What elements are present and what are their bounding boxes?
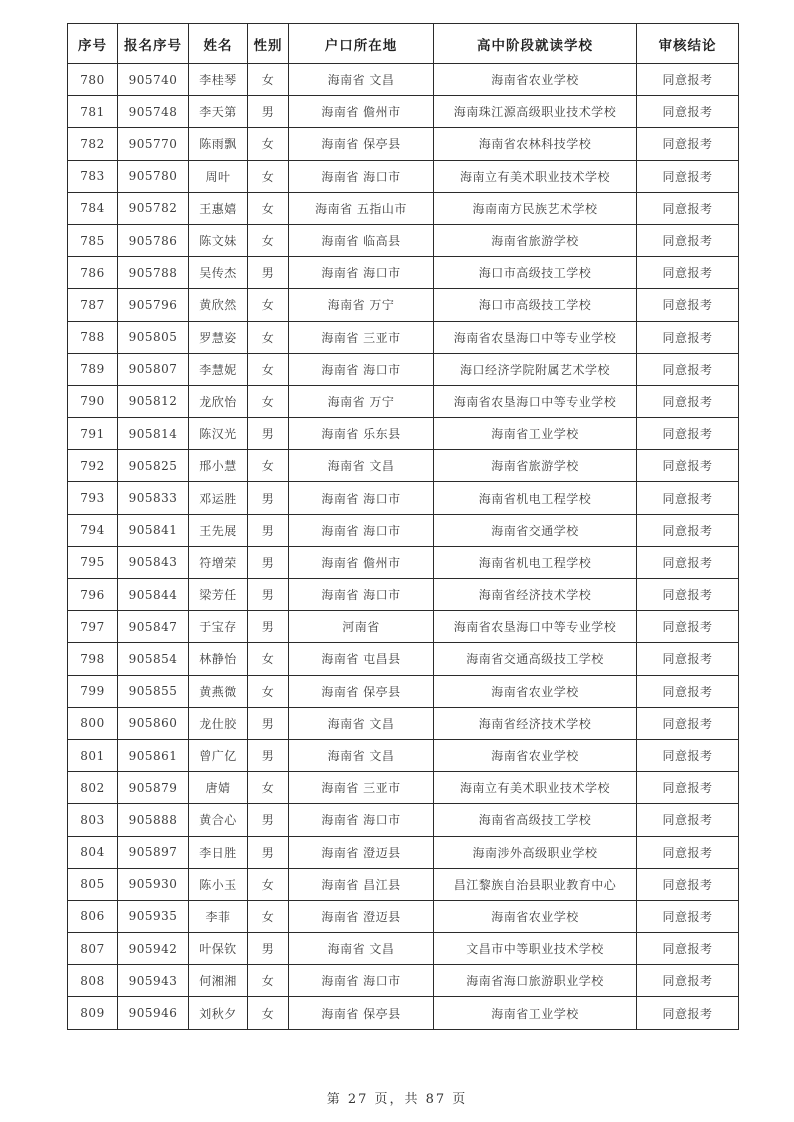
table-cell: 李慧妮 — [189, 353, 248, 385]
table-cell: 海南省 昌江县 — [289, 868, 434, 900]
table-cell: 海南省旅游学校 — [434, 450, 637, 482]
table-cell: 邓运胜 — [189, 482, 248, 514]
table-cell: 905786 — [118, 224, 189, 256]
table-cell: 海南省 保亭县 — [289, 997, 434, 1029]
table-cell: 吴传杰 — [189, 257, 248, 289]
table-cell: 905814 — [118, 418, 189, 450]
table-cell: 邢小慧 — [189, 450, 248, 482]
table-cell: 海南省 文昌 — [289, 739, 434, 771]
applicant-review-table — [67, 23, 739, 1030]
table-cell: 海南省农业学校 — [434, 675, 637, 707]
table-row — [68, 900, 739, 932]
table-cell: 海南省 海口市 — [289, 579, 434, 611]
table-cell: 文昌市中等职业技术学校 — [434, 933, 637, 965]
table-cell: 海南省机电工程学校 — [434, 482, 637, 514]
table-cell: 女 — [248, 675, 289, 707]
table-cell: 905935 — [118, 900, 189, 932]
table-cell: 同意报考 — [637, 965, 739, 997]
table-cell: 同意报考 — [637, 772, 739, 804]
table-row — [68, 160, 739, 192]
table-cell: 昌江黎族自治县职业教育中心 — [434, 868, 637, 900]
table-cell: 唐婧 — [189, 772, 248, 804]
table-cell: 905897 — [118, 836, 189, 868]
table-row — [68, 643, 739, 675]
table-cell: 同意报考 — [637, 289, 739, 321]
table-row — [68, 804, 739, 836]
table-cell: 海南省 儋州市 — [289, 96, 434, 128]
table-row — [68, 96, 739, 128]
table-cell: 女 — [248, 64, 289, 96]
column-header: 姓名 — [189, 24, 248, 64]
table-cell: 海南省交通学校 — [434, 514, 637, 546]
table-cell: 785 — [68, 224, 118, 256]
table-cell: 799 — [68, 675, 118, 707]
table-cell: 黄欣然 — [189, 289, 248, 321]
table-row — [68, 192, 739, 224]
table-cell: 同意报考 — [637, 128, 739, 160]
table-row — [68, 868, 739, 900]
table-cell: 女 — [248, 997, 289, 1029]
table-cell: 男 — [248, 707, 289, 739]
table-cell: 女 — [248, 965, 289, 997]
table-cell: 海南省 三亚市 — [289, 772, 434, 804]
table-cell: 905780 — [118, 160, 189, 192]
table-header-row — [68, 24, 739, 64]
table-cell: 791 — [68, 418, 118, 450]
table-cell: 同意报考 — [637, 900, 739, 932]
table-row — [68, 739, 739, 771]
table-cell: 海口市高级技工学校 — [434, 257, 637, 289]
table-cell: 海南立有美术职业技术学校 — [434, 160, 637, 192]
table-cell: 803 — [68, 804, 118, 836]
table-cell: 794 — [68, 514, 118, 546]
table-cell: 800 — [68, 707, 118, 739]
table-cell: 海南省 海口市 — [289, 965, 434, 997]
table-cell: 海南省 万宁 — [289, 289, 434, 321]
table-cell: 同意报考 — [637, 546, 739, 578]
table-cell: 789 — [68, 353, 118, 385]
table-cell: 海南省 澄迈县 — [289, 900, 434, 932]
table-cell: 海南省 三亚市 — [289, 321, 434, 353]
table-cell: 同意报考 — [637, 385, 739, 417]
table-cell: 905855 — [118, 675, 189, 707]
table-cell: 同意报考 — [637, 96, 739, 128]
table-cell: 符增荣 — [189, 546, 248, 578]
table-cell: 曾广亿 — [189, 739, 248, 771]
table-cell: 同意报考 — [637, 64, 739, 96]
table-cell: 905782 — [118, 192, 189, 224]
table-cell: 海南省 海口市 — [289, 160, 434, 192]
table-cell: 黄燕微 — [189, 675, 248, 707]
table-cell: 海南涉外高级职业学校 — [434, 836, 637, 868]
table-cell: 797 — [68, 611, 118, 643]
column-header: 序号 — [68, 24, 118, 64]
table-row — [68, 933, 739, 965]
table-cell: 龙欣怡 — [189, 385, 248, 417]
table-cell: 李桂琴 — [189, 64, 248, 96]
column-header: 审核结论 — [637, 24, 739, 64]
table-cell: 海南省 海口市 — [289, 257, 434, 289]
table-cell: 海南省农垦海口中等专业学校 — [434, 321, 637, 353]
table-cell: 男 — [248, 418, 289, 450]
table-row — [68, 772, 739, 804]
table-cell: 780 — [68, 64, 118, 96]
table-cell: 905860 — [118, 707, 189, 739]
table-cell: 905788 — [118, 257, 189, 289]
table-cell: 787 — [68, 289, 118, 321]
table-cell: 海口市高级技工学校 — [434, 289, 637, 321]
table-cell: 同意报考 — [637, 321, 739, 353]
table-cell: 男 — [248, 546, 289, 578]
table-cell: 同意报考 — [637, 933, 739, 965]
table-cell: 女 — [248, 385, 289, 417]
table-cell: 905748 — [118, 96, 189, 128]
table-cell: 905861 — [118, 739, 189, 771]
table-cell: 女 — [248, 224, 289, 256]
table-cell: 784 — [68, 192, 118, 224]
table-cell: 905825 — [118, 450, 189, 482]
table-row — [68, 418, 739, 450]
table-cell: 海南省 文昌 — [289, 707, 434, 739]
table-cell: 905847 — [118, 611, 189, 643]
table-row — [68, 836, 739, 868]
table-cell: 905888 — [118, 804, 189, 836]
table-cell: 782 — [68, 128, 118, 160]
table-cell: 女 — [248, 353, 289, 385]
table-cell: 海南南方民族艺术学校 — [434, 192, 637, 224]
table-cell: 796 — [68, 579, 118, 611]
table-row — [68, 514, 739, 546]
table-body — [68, 64, 739, 1030]
table-row — [68, 257, 739, 289]
table-cell: 807 — [68, 933, 118, 965]
table-cell: 海南省经济技术学校 — [434, 579, 637, 611]
table-cell: 海南省 澄迈县 — [289, 836, 434, 868]
table-row — [68, 965, 739, 997]
table-cell: 男 — [248, 611, 289, 643]
table-cell: 同意报考 — [637, 739, 739, 771]
table-cell: 女 — [248, 192, 289, 224]
table-cell: 905833 — [118, 482, 189, 514]
table-cell: 905805 — [118, 321, 189, 353]
table-cell: 女 — [248, 289, 289, 321]
table-cell: 海南省海口旅游职业学校 — [434, 965, 637, 997]
table-cell: 905854 — [118, 643, 189, 675]
table-cell: 男 — [248, 836, 289, 868]
table-cell: 905879 — [118, 772, 189, 804]
table-cell: 男 — [248, 804, 289, 836]
table-cell: 男 — [248, 739, 289, 771]
table-row — [68, 289, 739, 321]
table-row — [68, 482, 739, 514]
table-cell: 海口经济学院附属艺术学校 — [434, 353, 637, 385]
table-cell: 李日胜 — [189, 836, 248, 868]
table-cell: 海南省机电工程学校 — [434, 546, 637, 578]
table-row — [68, 707, 739, 739]
table-cell: 男 — [248, 579, 289, 611]
table-cell: 同意报考 — [637, 192, 739, 224]
table-cell: 同意报考 — [637, 514, 739, 546]
table-row — [68, 611, 739, 643]
column-header: 报名序号 — [118, 24, 189, 64]
table-cell: 龙仕胶 — [189, 707, 248, 739]
table-cell: 男 — [248, 514, 289, 546]
table-cell: 梁芳任 — [189, 579, 248, 611]
table-cell: 海南省农业学校 — [434, 739, 637, 771]
table-cell: 于宝存 — [189, 611, 248, 643]
table-cell: 806 — [68, 900, 118, 932]
table-cell: 同意报考 — [637, 353, 739, 385]
table-cell: 女 — [248, 450, 289, 482]
table-cell: 798 — [68, 643, 118, 675]
table-cell: 801 — [68, 739, 118, 771]
table-cell: 781 — [68, 96, 118, 128]
table-cell: 同意报考 — [637, 418, 739, 450]
table-cell: 905796 — [118, 289, 189, 321]
table-cell: 男 — [248, 933, 289, 965]
table-cell: 海南省旅游学校 — [434, 224, 637, 256]
table-cell: 林静怡 — [189, 643, 248, 675]
table-cell: 同意报考 — [637, 611, 739, 643]
table-cell: 同意报考 — [637, 707, 739, 739]
table-cell: 男 — [248, 482, 289, 514]
table-cell: 女 — [248, 900, 289, 932]
table-cell: 788 — [68, 321, 118, 353]
table-cell: 海南省 文昌 — [289, 450, 434, 482]
table-cell: 905770 — [118, 128, 189, 160]
page-number-footer: 第 27 页，共 87 页 — [326, 1092, 468, 1107]
table-cell: 海南省 儋州市 — [289, 546, 434, 578]
table-cell: 同意报考 — [637, 804, 739, 836]
table-cell: 王先展 — [189, 514, 248, 546]
table-cell: 海南省 保亭县 — [289, 128, 434, 160]
table-cell: 海南省 五指山市 — [289, 192, 434, 224]
table-row — [68, 224, 739, 256]
table-cell: 795 — [68, 546, 118, 578]
table-cell: 海南省高级技工学校 — [434, 804, 637, 836]
table-cell: 陈雨飘 — [189, 128, 248, 160]
table-row — [68, 546, 739, 578]
table-cell: 海南省经济技术学校 — [434, 707, 637, 739]
table-cell: 海南省 临高县 — [289, 224, 434, 256]
table-cell: 783 — [68, 160, 118, 192]
table-cell: 女 — [248, 321, 289, 353]
table-cell: 李天第 — [189, 96, 248, 128]
table-cell: 786 — [68, 257, 118, 289]
table-cell: 同意报考 — [637, 997, 739, 1029]
table-cell: 海南立有美术职业技术学校 — [434, 772, 637, 804]
column-header: 户口所在地 — [289, 24, 434, 64]
table-cell: 海南省交通高级技工学校 — [434, 643, 637, 675]
table-row — [68, 128, 739, 160]
table-cell: 790 — [68, 385, 118, 417]
table-cell: 同意报考 — [637, 257, 739, 289]
table-cell: 周叶 — [189, 160, 248, 192]
table-cell: 海南省 屯昌县 — [289, 643, 434, 675]
table-cell: 罗慧姿 — [189, 321, 248, 353]
table-cell: 793 — [68, 482, 118, 514]
table-cell: 海南省农垦海口中等专业学校 — [434, 385, 637, 417]
table-cell: 792 — [68, 450, 118, 482]
table-cell: 同意报考 — [637, 224, 739, 256]
table-cell: 海南省 保亭县 — [289, 675, 434, 707]
table-cell: 男 — [248, 257, 289, 289]
table-cell: 女 — [248, 643, 289, 675]
column-header: 性别 — [248, 24, 289, 64]
table-cell: 905943 — [118, 965, 189, 997]
table-cell: 海南珠江源高级职业技术学校 — [434, 96, 637, 128]
table-cell: 陈文妹 — [189, 224, 248, 256]
table-cell: 海南省农业学校 — [434, 64, 637, 96]
table-cell: 同意报考 — [637, 579, 739, 611]
table-cell: 同意报考 — [637, 450, 739, 482]
table-row — [68, 321, 739, 353]
table-cell: 海南省 海口市 — [289, 353, 434, 385]
table-cell: 何湘湘 — [189, 965, 248, 997]
table-row — [68, 64, 739, 96]
table-cell: 男 — [248, 96, 289, 128]
table-cell: 同意报考 — [637, 160, 739, 192]
table-cell: 海南省 海口市 — [289, 514, 434, 546]
table-cell: 海南省 万宁 — [289, 385, 434, 417]
table-row — [68, 675, 739, 707]
table-row — [68, 997, 739, 1029]
table-cell: 陈小玉 — [189, 868, 248, 900]
table-cell: 陈汉光 — [189, 418, 248, 450]
table-cell: 海南省工业学校 — [434, 997, 637, 1029]
table-cell: 905843 — [118, 546, 189, 578]
table-cell: 808 — [68, 965, 118, 997]
table-cell: 叶保钦 — [189, 933, 248, 965]
table-cell: 802 — [68, 772, 118, 804]
table-cell: 海南省农垦海口中等专业学校 — [434, 611, 637, 643]
table-cell: 905930 — [118, 868, 189, 900]
table-cell: 女 — [248, 160, 289, 192]
table-cell: 刘秋夕 — [189, 997, 248, 1029]
table-cell: 海南省 海口市 — [289, 804, 434, 836]
table-cell: 李菲 — [189, 900, 248, 932]
table-cell: 海南省 海口市 — [289, 482, 434, 514]
table-cell: 905841 — [118, 514, 189, 546]
table-cell: 905942 — [118, 933, 189, 965]
table-cell: 同意报考 — [637, 643, 739, 675]
table-cell: 海南省农林科技学校 — [434, 128, 637, 160]
table-cell: 女 — [248, 772, 289, 804]
table-cell: 河南省 — [289, 611, 434, 643]
table-cell: 同意报考 — [637, 836, 739, 868]
table-cell: 海南省工业学校 — [434, 418, 637, 450]
table-cell: 王惠嬉 — [189, 192, 248, 224]
table-cell: 905946 — [118, 997, 189, 1029]
table-cell: 海南省 乐东县 — [289, 418, 434, 450]
table-cell: 905740 — [118, 64, 189, 96]
table-cell: 905807 — [118, 353, 189, 385]
table-row — [68, 579, 739, 611]
table-cell: 海南省农业学校 — [434, 900, 637, 932]
table-cell: 同意报考 — [637, 868, 739, 900]
table-cell: 海南省 文昌 — [289, 64, 434, 96]
table-cell: 809 — [68, 997, 118, 1029]
table-cell: 海南省 文昌 — [289, 933, 434, 965]
column-header: 高中阶段就读学校 — [434, 24, 637, 64]
table-cell: 女 — [248, 128, 289, 160]
table-cell: 905844 — [118, 579, 189, 611]
table-row — [68, 450, 739, 482]
table-cell: 同意报考 — [637, 675, 739, 707]
table-row — [68, 385, 739, 417]
table-cell: 同意报考 — [637, 482, 739, 514]
table-head — [68, 24, 739, 64]
table-cell: 905812 — [118, 385, 189, 417]
table-cell: 女 — [248, 868, 289, 900]
table-cell: 804 — [68, 836, 118, 868]
table-row — [68, 353, 739, 385]
table-cell: 黄合心 — [189, 804, 248, 836]
table-cell: 805 — [68, 868, 118, 900]
